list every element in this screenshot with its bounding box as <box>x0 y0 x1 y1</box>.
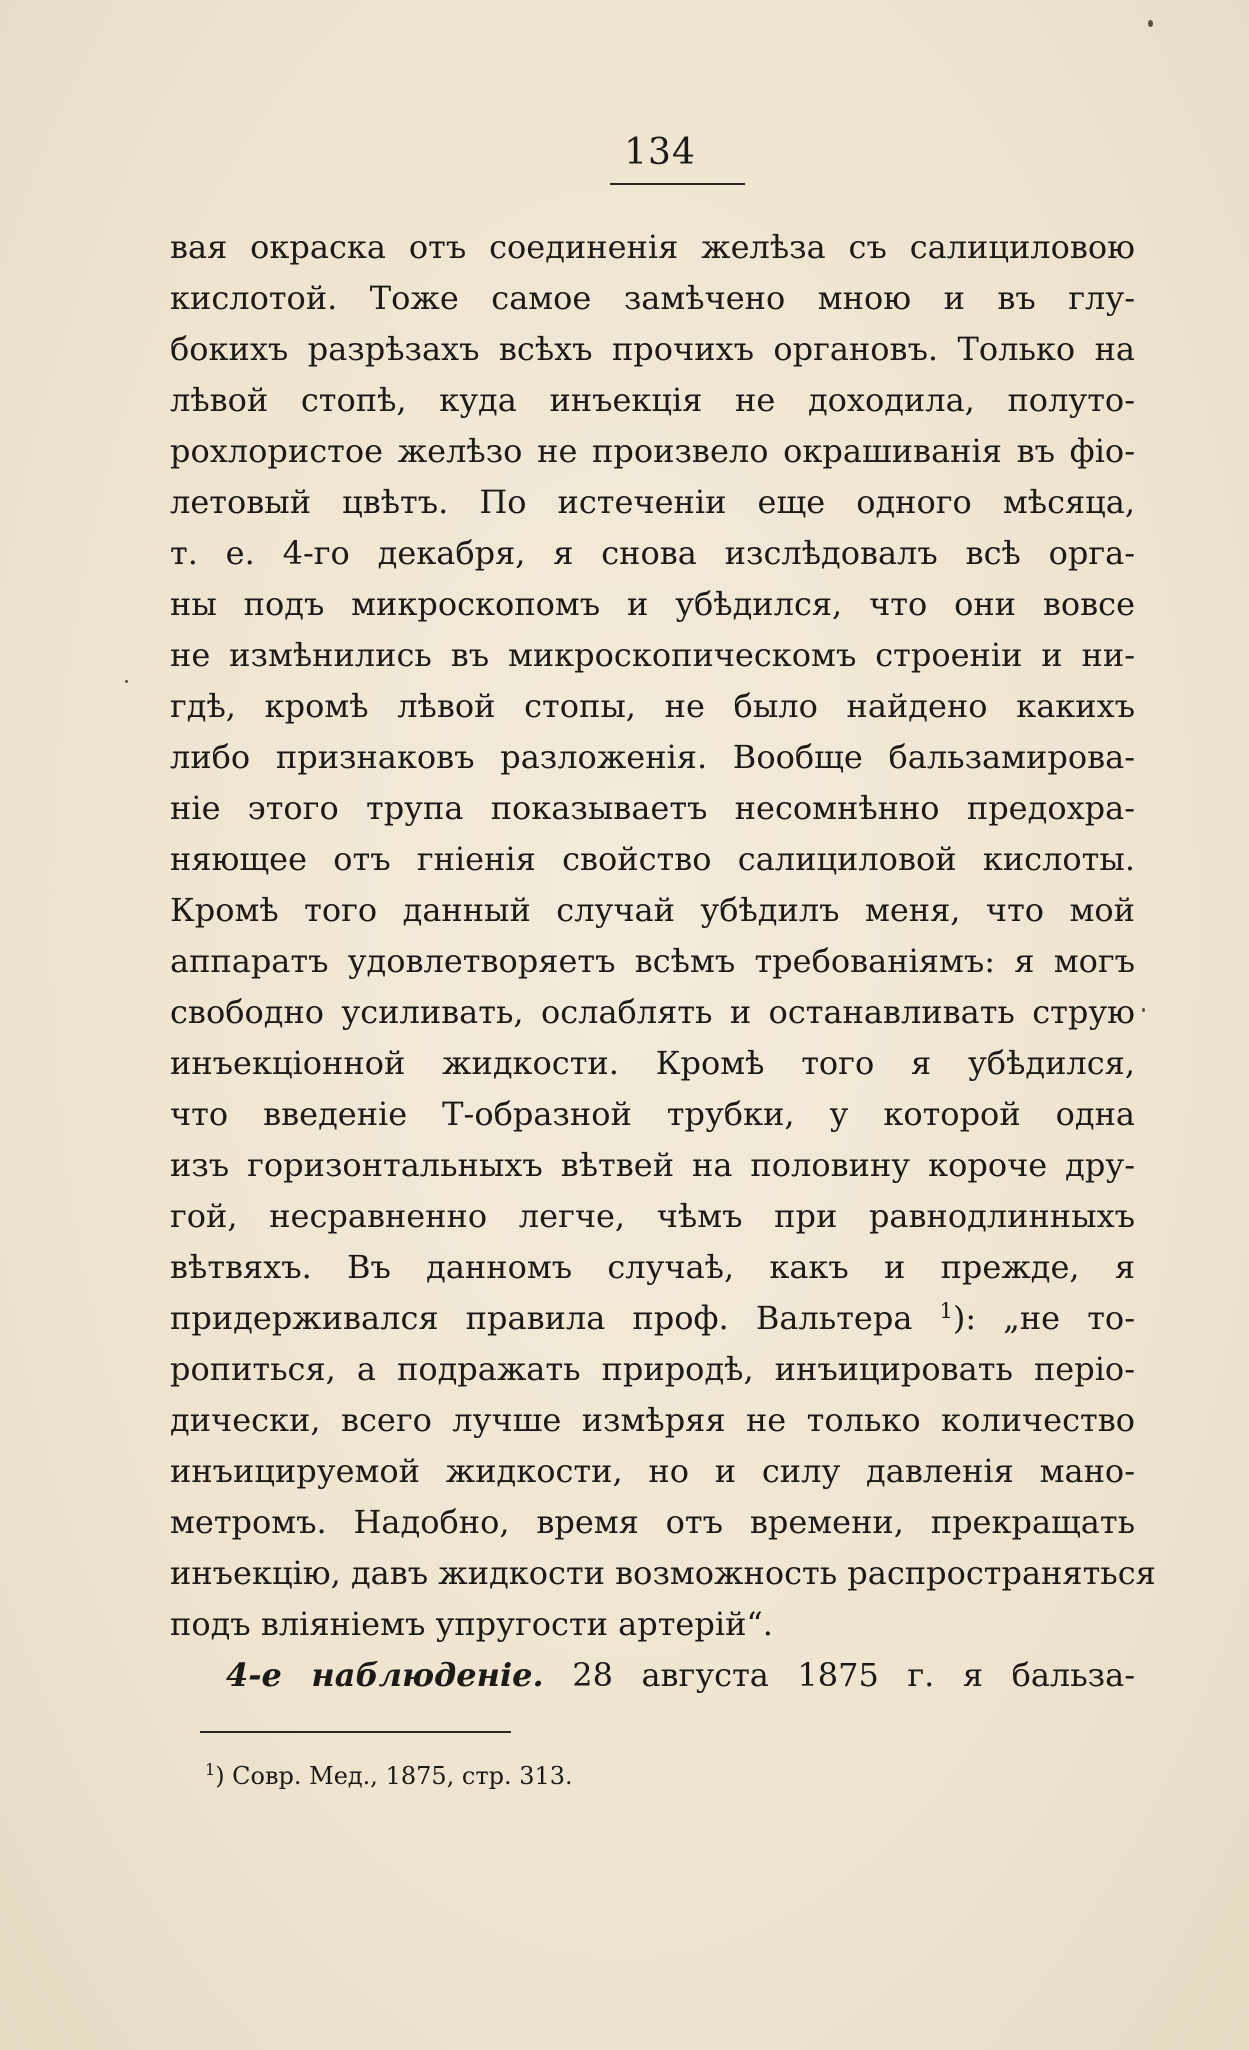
paper-speck <box>1142 1008 1145 1012</box>
page-number-rule <box>610 183 745 185</box>
text-line-18: что введеніе Т-образной трубки, у которой одна <box>170 1095 1135 1133</box>
footnote <box>205 1760 573 1792</box>
text-line-22-after: ): „не то- <box>952 1299 1136 1337</box>
observation-text: 28 августа 1875 г. я бальза- <box>572 1656 1136 1694</box>
text-line-3: бокихъ разрѣзахъ всѣхъ прочихъ органовъ. Только на <box>170 330 1135 368</box>
text-line-9: не измѣнились въ микроскопическомъ строеніи и ни- <box>170 636 1135 674</box>
text-line-1: вая окраска отъ соединенія желѣза съ салициловою <box>170 228 1135 266</box>
text-line-26: метромъ. Надобно, время отъ времени, прекращать <box>170 1503 1135 1541</box>
text-line-4: лѣвой стопѣ, куда инъекція не доходила, полуто- <box>170 381 1135 419</box>
text-line-8: ны подъ микроскопомъ и убѣдился, что они вовсе <box>170 585 1135 623</box>
text-line-5: рохлористое желѣзо не произвело окрашиванія въ фіо- <box>170 432 1135 470</box>
text-line-13: няющее отъ гніенія свойство салициловой кислоты. <box>170 840 1135 878</box>
page-number: 134 <box>624 132 696 173</box>
observation-line <box>170 1650 1135 1701</box>
text-line-24: дически, всего лучше измѣряя не только количество <box>170 1401 1135 1439</box>
text-line-21: вѣтвяхъ. Въ данномъ случаѣ, какъ и прежде, я <box>170 1248 1135 1286</box>
text-line-22-before: придерживался правила проф. Вальтера <box>170 1299 913 1337</box>
paper-speck <box>125 680 128 683</box>
text-line-27: инъекцію, давъ жидкости возможность распространяться <box>170 1554 1156 1592</box>
footnote-reference[interactable]: 1 <box>939 1299 953 1323</box>
text-line-23: ропиться, а подражать природѣ, инъицировать періо- <box>170 1350 1135 1388</box>
text-line-20: гой, несравненно легче, чѣмъ при равнодлинныхъ <box>170 1197 1135 1235</box>
text-line-10: гдѣ, кромѣ лѣвой стопы, не было найдено какихъ <box>170 687 1135 725</box>
text-line-28: подъ вліяніемъ упругости артерій“. <box>170 1605 773 1643</box>
text-line-12: ніе этого трупа показываетъ несомнѣнно предохра- <box>170 789 1135 827</box>
text-line-6: летовый цвѣтъ. По истеченіи еще одного мѣсяца, <box>170 483 1135 521</box>
text-line-2: кислотой. Тоже самое замѣчено мною и въ глу- <box>170 279 1135 317</box>
body-text <box>170 222 1156 1701</box>
paper-speck <box>1148 20 1153 27</box>
text-line-19: изъ горизонтальныхъ вѣтвей на половину короче дру- <box>170 1146 1135 1184</box>
text-line-15: аппаратъ удовлетворяетъ всѣмъ требованіямъ: я могъ <box>170 942 1135 980</box>
footnote-marker: 1 <box>205 1760 216 1779</box>
text-line-22 <box>170 1293 1135 1344</box>
footnote-text: ) Совр. Мед., 1875, стр. 313. <box>215 1762 573 1790</box>
text-line-17: инъекціонной жидкости. Кромѣ того я убѣдился, <box>170 1044 1135 1082</box>
footnote-rule <box>200 1731 511 1733</box>
text-line-16: свободно усиливать, ослаблять и останавливать струю <box>170 993 1135 1031</box>
text-line-14: Кромѣ того данный случай убѣдилъ меня, что мой <box>170 891 1135 929</box>
observation-heading: 4-е наблюденіе. <box>226 1656 544 1694</box>
text-line-25: инъицируемой жидкости, но и силу давленія мано- <box>170 1452 1135 1490</box>
text-line-11: либо признаковъ разложенія. Вообще бальзамирова- <box>170 738 1135 776</box>
text-line-7: т. е. 4-го декабря, я снова изслѣдовалъ всѣ орга- <box>170 534 1135 572</box>
